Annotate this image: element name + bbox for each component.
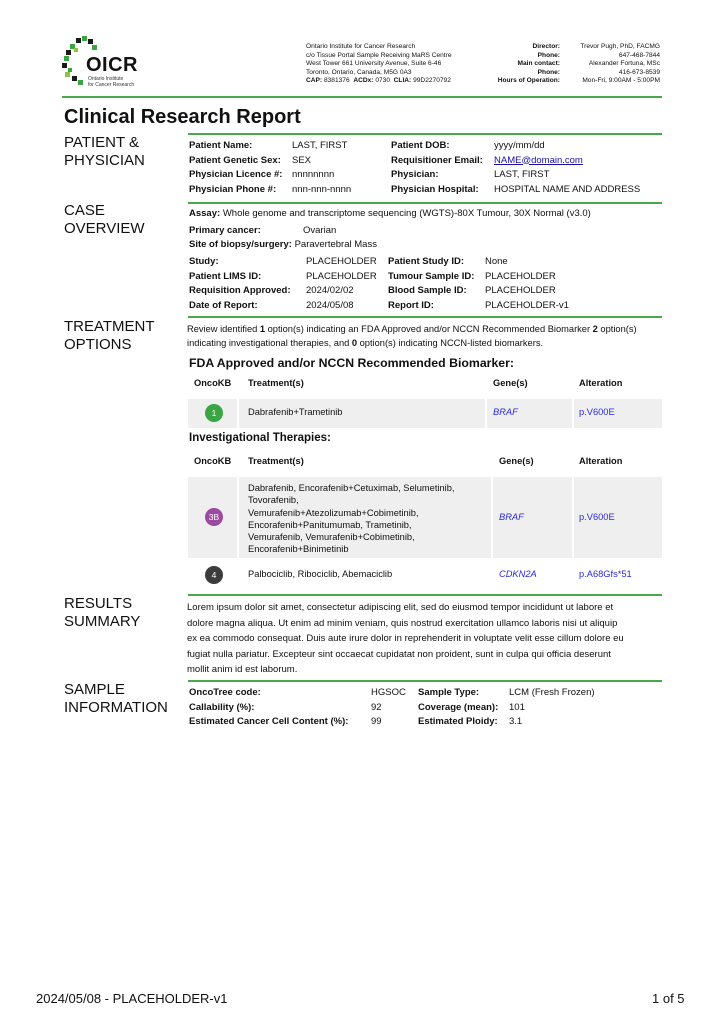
tumour-sample-value: PLACEHOLDER bbox=[485, 270, 556, 282]
assay-row bbox=[189, 207, 591, 222]
header-divider bbox=[62, 96, 662, 98]
heading-line: OVERVIEW bbox=[64, 220, 145, 237]
results-line: mollit anim id est laborum. bbox=[187, 664, 298, 676]
site-value: Paravertebral Mass bbox=[294, 239, 377, 250]
lims-value: PLACEHOLDER bbox=[306, 270, 377, 282]
oncokb-level-badge: 1 bbox=[205, 404, 223, 422]
report-id-value: PLACEHOLDER-v1 bbox=[485, 299, 569, 311]
case-primary-info bbox=[189, 224, 336, 239]
logo-sub-1: Ontario Institute bbox=[88, 76, 124, 82]
contact-row bbox=[478, 60, 660, 69]
heading-line: CASE bbox=[64, 202, 105, 219]
case-ids bbox=[189, 255, 569, 313]
results-line: fugiat nulla pariatur. Excepteur sint occaecat cupidatat non proident, sunt in culpa qui officia deserunt bbox=[187, 648, 611, 660]
alteration-link[interactable]: p.V600E bbox=[579, 407, 615, 417]
study-value: PLACEHOLDER bbox=[306, 256, 377, 267]
contact-block bbox=[478, 43, 660, 86]
oncotree-value: HGSOC bbox=[371, 687, 406, 698]
investigational-heading: Investigational Therapies: bbox=[189, 432, 331, 444]
title-divider bbox=[188, 133, 662, 135]
contact-label: Main contact: bbox=[517, 60, 560, 68]
section-heading-case bbox=[64, 202, 184, 238]
section-divider bbox=[188, 594, 662, 596]
primary-cancer-label: Primary cancer: bbox=[189, 225, 261, 236]
treatment-summary bbox=[187, 322, 662, 350]
section-heading-results bbox=[64, 595, 184, 631]
address-line: c/o Tissue Portal Sample Receiving MaRS Centre bbox=[306, 51, 452, 59]
contact-label: Phone: bbox=[537, 51, 560, 59]
callability-label: Callability (%): bbox=[189, 701, 255, 713]
footer-page-number: 1 of 5 bbox=[652, 991, 685, 1006]
patient-sex-label: Patient Genetic Sex: bbox=[189, 154, 281, 166]
physician-phone: nnn-nnn-nnnn bbox=[292, 183, 352, 195]
physician-label: Physician: bbox=[391, 169, 439, 180]
results-line: dolore magna aliqua. Ut enim ad minim veniam, quis nostrud exercitation ullamco laboris nisi ut aliquip bbox=[187, 617, 618, 629]
physician-name: LAST, FIRST bbox=[494, 169, 550, 180]
treatment-line: Tovorafenib, bbox=[248, 495, 299, 506]
address-line: Toronto, Ontario, Canada, M5G 0A3 bbox=[306, 68, 412, 76]
contact-value: 647-468-7844 bbox=[618, 51, 660, 59]
heading-line: RESULTS bbox=[64, 595, 133, 612]
fda-count: 1 bbox=[259, 324, 266, 334]
col-oncokb: OncoKB bbox=[194, 378, 232, 388]
section-heading-sample bbox=[64, 681, 184, 717]
contact-row bbox=[478, 52, 660, 61]
table-row bbox=[188, 399, 662, 428]
report-id-label: Report ID: bbox=[388, 299, 434, 311]
physician-phone-label: Physician Phone #: bbox=[189, 183, 277, 195]
fda-heading: FDA Approved and/or NCCN Recommended Biomarker: bbox=[189, 356, 515, 370]
patient-name-label: Patient Name: bbox=[189, 140, 253, 151]
contact-label: Director: bbox=[532, 43, 560, 50]
primary-cancer: Ovarian bbox=[303, 225, 337, 236]
coverage-label: Coverage (mean): bbox=[418, 701, 499, 713]
physician-licence: nnnnnnnn bbox=[292, 169, 335, 180]
alteration-link[interactable]: p.V600E bbox=[579, 512, 615, 522]
heading-line: SUMMARY bbox=[64, 613, 141, 630]
assay-label: Assay: bbox=[189, 208, 221, 219]
table-row bbox=[188, 477, 662, 558]
address-line: West Tower 661 University Avenue, Suite 6-46 bbox=[306, 60, 442, 68]
institute-address bbox=[306, 43, 452, 86]
alteration-link[interactable]: p.A68Gfs*51 bbox=[579, 569, 632, 579]
cap-label: CAP: bbox=[306, 77, 323, 85]
section-divider bbox=[188, 202, 662, 204]
ploidy-value: 3.1 bbox=[509, 716, 523, 727]
table-row bbox=[188, 561, 662, 589]
requisitioner-email-label: Requisitioner Email: bbox=[391, 154, 483, 166]
treatment-line: Vemurafenib+Atezolizumab+Cobimetinib, bbox=[248, 507, 419, 518]
oicr-logo bbox=[62, 36, 172, 92]
clia-label: CLIA: bbox=[393, 77, 412, 85]
section-heading-patient bbox=[64, 134, 184, 170]
contact-value: Trevor Pugh, PhD, FACMG bbox=[580, 43, 660, 50]
summary-text: Review identified bbox=[187, 324, 260, 334]
treatment-line: Vemurafenib, Vemurafenib+Cobimetinib, bbox=[248, 532, 415, 543]
study-label: Study: bbox=[189, 256, 219, 267]
cell-separator bbox=[237, 477, 239, 558]
assay-value: Whole genome and transcriptome sequencing (WGTS)-80X Tumour, 30X Normal (v3.0) bbox=[222, 208, 591, 219]
physician-hospital-label: Physician Hospital: bbox=[391, 183, 479, 195]
ploidy-label: Estimated Ploidy: bbox=[418, 716, 498, 727]
accreditation-line bbox=[306, 77, 452, 86]
cap-value: 8381376 bbox=[323, 77, 350, 85]
heading-line: PHYSICIAN bbox=[64, 152, 145, 169]
treatment-line: Encorafenib+Binimetinib bbox=[248, 544, 349, 555]
gene-link[interactable]: CDKN2A bbox=[499, 569, 537, 579]
tumour-sample-label: Tumour Sample ID: bbox=[388, 270, 475, 282]
logo-text: OICR bbox=[86, 54, 138, 76]
gene-link[interactable]: BRAF bbox=[493, 407, 518, 417]
contact-value: 416-673-8539 bbox=[618, 68, 660, 76]
footer-report-id: 2024/05/08 - PLACEHOLDER-v1 bbox=[36, 991, 228, 1006]
col-genes: Gene(s) bbox=[499, 456, 534, 466]
physician-licence-label: Physician Licence #: bbox=[189, 169, 283, 180]
heading-line: TREATMENT bbox=[64, 318, 155, 335]
site-label: Site of biopsy/surgery: bbox=[189, 239, 292, 250]
col-treatments: Treatment(s) bbox=[248, 456, 304, 466]
col-treatments: Treatment(s) bbox=[248, 378, 304, 388]
patient-info bbox=[189, 139, 640, 197]
oncotree-label: OncoTree code: bbox=[189, 687, 261, 698]
heading-line: OPTIONS bbox=[64, 336, 132, 353]
section-divider bbox=[188, 316, 662, 318]
cancer-cell-label: Estimated Cancer Cell Content (%): bbox=[189, 716, 349, 727]
col-genes: Gene(s) bbox=[493, 378, 528, 388]
treatment-line: Encorafenib+Panitumumab, Trametinib, bbox=[248, 519, 412, 530]
oncokb-level-badge: 3B bbox=[205, 508, 223, 526]
report-title: Clinical Research Report bbox=[64, 106, 301, 128]
requisitioner-email-link[interactable]: NAME@domain.com bbox=[494, 154, 583, 166]
treatment-line: Dabrafenib, Encorafenib+Cetuximab, Selumetinib, bbox=[248, 483, 455, 493]
sample-type-label: Sample Type: bbox=[418, 687, 480, 698]
summary-text: option(s) indicating investigational therapies, and bbox=[187, 324, 637, 348]
contact-value: Mon-Fri, 9:00AM - 5:00PM bbox=[582, 77, 660, 85]
lims-label: Patient LIMS ID: bbox=[189, 270, 262, 282]
blood-sample-value: PLACEHOLDER bbox=[485, 285, 556, 296]
contact-row bbox=[478, 69, 660, 78]
callability-value: 92 bbox=[371, 701, 382, 713]
results-summary-text bbox=[187, 600, 662, 678]
sample-info bbox=[189, 686, 595, 730]
summary-text: option(s) indicating NCCN-listed biomarkers. bbox=[357, 338, 544, 348]
gene-link[interactable]: BRAF bbox=[499, 512, 524, 522]
treatment-cell: Palbociclib, Ribociclib, Abemaciclib bbox=[248, 569, 393, 579]
section-heading-treatment bbox=[64, 318, 184, 354]
patient-name: LAST, FIRST bbox=[292, 140, 348, 151]
results-line: ex ea commodo consequat. Duis aute irure dolor in reprehenderit in voluptate velit esse cillum dolore eu bbox=[187, 633, 624, 645]
contact-row bbox=[478, 77, 660, 86]
col-oncokb: OncoKB bbox=[194, 456, 232, 466]
results-line: Lorem ipsum dolor sit amet, consectetur adipiscing elit, sed do eiusmod tempor incididunt ut labore et bbox=[187, 602, 614, 613]
patient-sex: SEX bbox=[292, 154, 312, 166]
requisition-approved-label: Requisition Approved: bbox=[189, 285, 291, 296]
contact-value: Alexander Fortuna, MSc bbox=[588, 60, 660, 68]
cell-separator bbox=[572, 477, 574, 558]
physician-hospital: HOSPITAL NAME AND ADDRESS bbox=[494, 183, 641, 195]
cancer-cell-value: 99 bbox=[371, 716, 382, 727]
investigational-table bbox=[188, 456, 662, 591]
report-date-value: 2024/05/08 bbox=[306, 299, 354, 311]
cell-separator bbox=[485, 399, 487, 428]
study-id-label: Patient Study ID: bbox=[388, 256, 465, 267]
summary-text: option(s) indicating an FDA Approved and/or NCCN Recommended Biomarker bbox=[265, 324, 593, 334]
address-line: Ontario Institute for Cancer Research bbox=[306, 43, 416, 50]
treatment-cell: Dabrafenib+Trametinib bbox=[248, 407, 343, 417]
contact-label: Phone: bbox=[537, 68, 560, 76]
blood-sample-label: Blood Sample ID: bbox=[388, 285, 467, 296]
cell-separator bbox=[572, 399, 574, 428]
heading-line: PATIENT & bbox=[64, 134, 140, 151]
treatment-cell bbox=[248, 482, 454, 556]
logo-sub-2: for Cancer Research bbox=[88, 82, 135, 88]
patient-dob-label: Patient DOB: bbox=[391, 140, 450, 151]
report-date-label: Date of Report: bbox=[189, 299, 258, 311]
cell-separator bbox=[237, 399, 239, 428]
fda-table bbox=[188, 378, 662, 430]
heading-line: SAMPLE bbox=[64, 681, 125, 698]
investigational-count: 2 bbox=[592, 324, 598, 334]
cell-separator bbox=[491, 477, 493, 558]
coverage-value: 101 bbox=[509, 701, 525, 713]
oncokb-level-badge: 4 bbox=[205, 566, 223, 584]
clia-value: 99D2270792 bbox=[413, 77, 451, 85]
contact-row bbox=[478, 43, 660, 52]
case-site-info bbox=[189, 238, 377, 253]
section-divider bbox=[188, 680, 662, 682]
sample-type-value: LCM (Fresh Frozen) bbox=[509, 687, 595, 698]
acdx-label: ACDx: bbox=[353, 77, 374, 85]
study-id-value: None bbox=[485, 256, 508, 267]
contact-label: Hours of Operation: bbox=[497, 77, 560, 85]
nccn-count: 0 bbox=[351, 338, 358, 348]
col-alteration: Alteration bbox=[579, 456, 623, 466]
acdx-value: 0730 bbox=[375, 77, 390, 85]
patient-dob: yyyy/mm/dd bbox=[494, 140, 545, 151]
heading-line: INFORMATION bbox=[64, 699, 168, 716]
requisition-approved-value: 2024/02/02 bbox=[306, 285, 354, 296]
col-alteration: Alteration bbox=[579, 378, 623, 388]
